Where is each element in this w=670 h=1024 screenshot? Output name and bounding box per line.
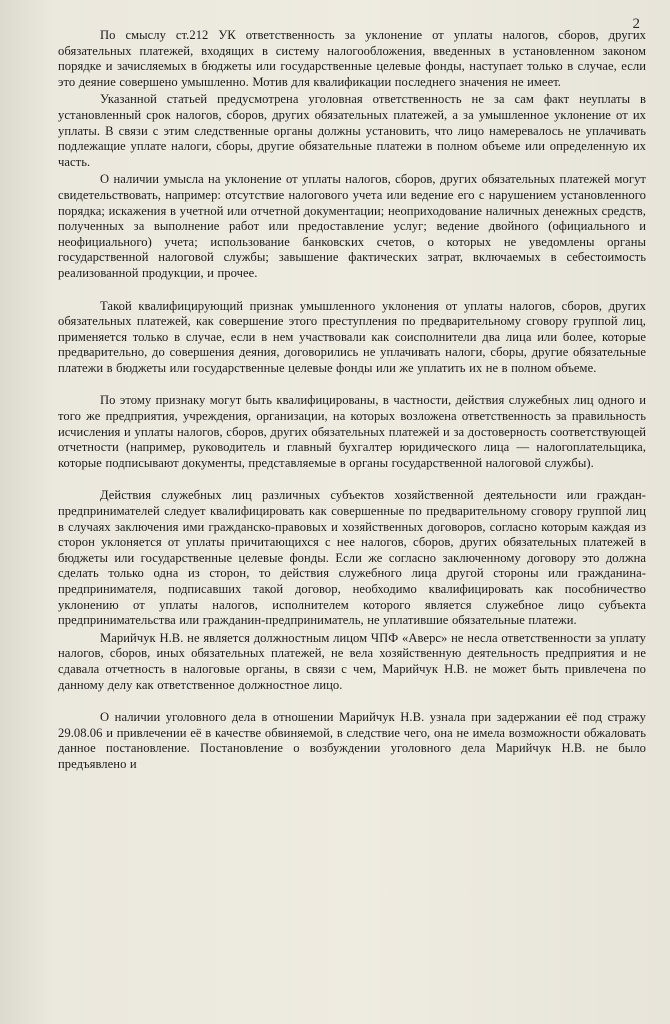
paragraph-intent-definition: По смыслу ст.212 УК ответственность за уклонение от уплаты налогов, сборов, других обязательных платежей, входящих в систему налогообложения, введенных в установленном законом порядке и зачисляемых в бюджеты или государственные целевые фонды, наступает только в случае, если это деяние совершено умышленно. Мотив для квалификации последнего значения не имеет. (58, 28, 646, 89)
paragraph-criminal-case-notice: О наличии уголовного дела в отношении Марийчук Н.В. узнала при задержании её под стражу 29.08.06 и привлечении её в качестве обвиняемой, в следствие чего, она не имела возможности обжаловать данное постановление. Постановление о возбуждении уголовного дела Марийчук Н.В. не было предъявлено и (58, 710, 646, 771)
paragraph-criminal-liability: Указанной статьей предусмотрена уголовная ответственность не за сам факт неуплаты в установленный срок налогов, сборов, других обязательных платежей, а за умышленное уклонение от их уплаты. В связи с этим следственные органы должны установить, что лицо намеревалось не уплачивать подлежащие уплате налоги, сборы, другие обязательные платежи в полном объеме или определенную их часть. (58, 92, 646, 169)
paragraph-evidence-of-intent: О наличии умысла на уклонение от уплаты налогов, сборов, других обязательных платежей могут свидетельствовать, например: отсутствие налогового учета или ведение его с нарушением установленного порядка; искажения в учетной или отчетной документации; неоприходование наличных денежных средств, полученных за выполнение работ или предоставление услуг; ведение двойного (официального и неофициального) учета; использование банковских счетов, о которых не уведомлены органы государственной налоговой службы; завышение фактических затрат, включаемых в себестоимость реализованной продукции, и прочее. (58, 172, 646, 280)
paragraph-different-entities: Действия служебных лиц различных субъектов хозяйственной деятельности или граждан-предпринимателей следует квалифицировать как совершенные по предварительному сговору группой лиц в случаях заключения ими гражданско-правовых и хозяйственных договоров, согласно которым каждая из сторон уклоняется от уплаты причитающихся с нее налогов, сборов, других обязательных платежей в бюджеты или государственные целевые фонды. Если же согласно заключенному договору это должна сделать только одна из сторон, то действия служебного лица другой стороны или гражданина-предпринимателя, подписавших такой договор, необходимо квалифицировать как пособничество уклонению от уплаты налогов, исполнителем которого является служебное лицо субъекта предпринимательства или гражданин-предприниматель, не уплатившие обязательные платежи. (58, 488, 646, 628)
paragraph-officials-qualification: По этому признаку могут быть квалифицированы, в частности, действия служебных лиц одного и того же предприятия, учреждения, организации, на которых возложена ответственность за правильность исчисления и уплаты налогов, сборов, других обязательных платежей и за достоверность соответствующей отчетности (например, руководитель и главный бухгалтер юридического лица — налогоплательщика, которые подписывают документы, представляемые в органы государственной налоговой службы). (58, 393, 646, 470)
paragraph-group-conspiracy: Такой квалифицирующий признак умышленного уклонения от уплаты налогов, сборов, других обязательных платежей, как совершение этого преступления по предварительному сговору группой лиц, применяется только в случае, если в нем участвовали как соисполнители два лица или более, которые предварительно, до совершения деяния, договорились не уплачивать налоги, сборы, другие обязательные платежи в бюджеты или государственные целевые фонды или же уплатить их не в полном объеме. (58, 298, 646, 375)
page-number: 2 (632, 16, 640, 32)
paragraph-marijchuk-status: Марийчук Н.В. не является должностным лицом ЧПФ «Аверс» не несла ответственности за уплату налогов, сборов, иных обязательных платежей, не вела хозяйственную деятельность предприятия и не сдавала отчетность в налоговые органы, в связи с чем, Марийчук Н.В. не может быть привлечена по данному делу как ответственное должностное лицо. (58, 630, 646, 692)
